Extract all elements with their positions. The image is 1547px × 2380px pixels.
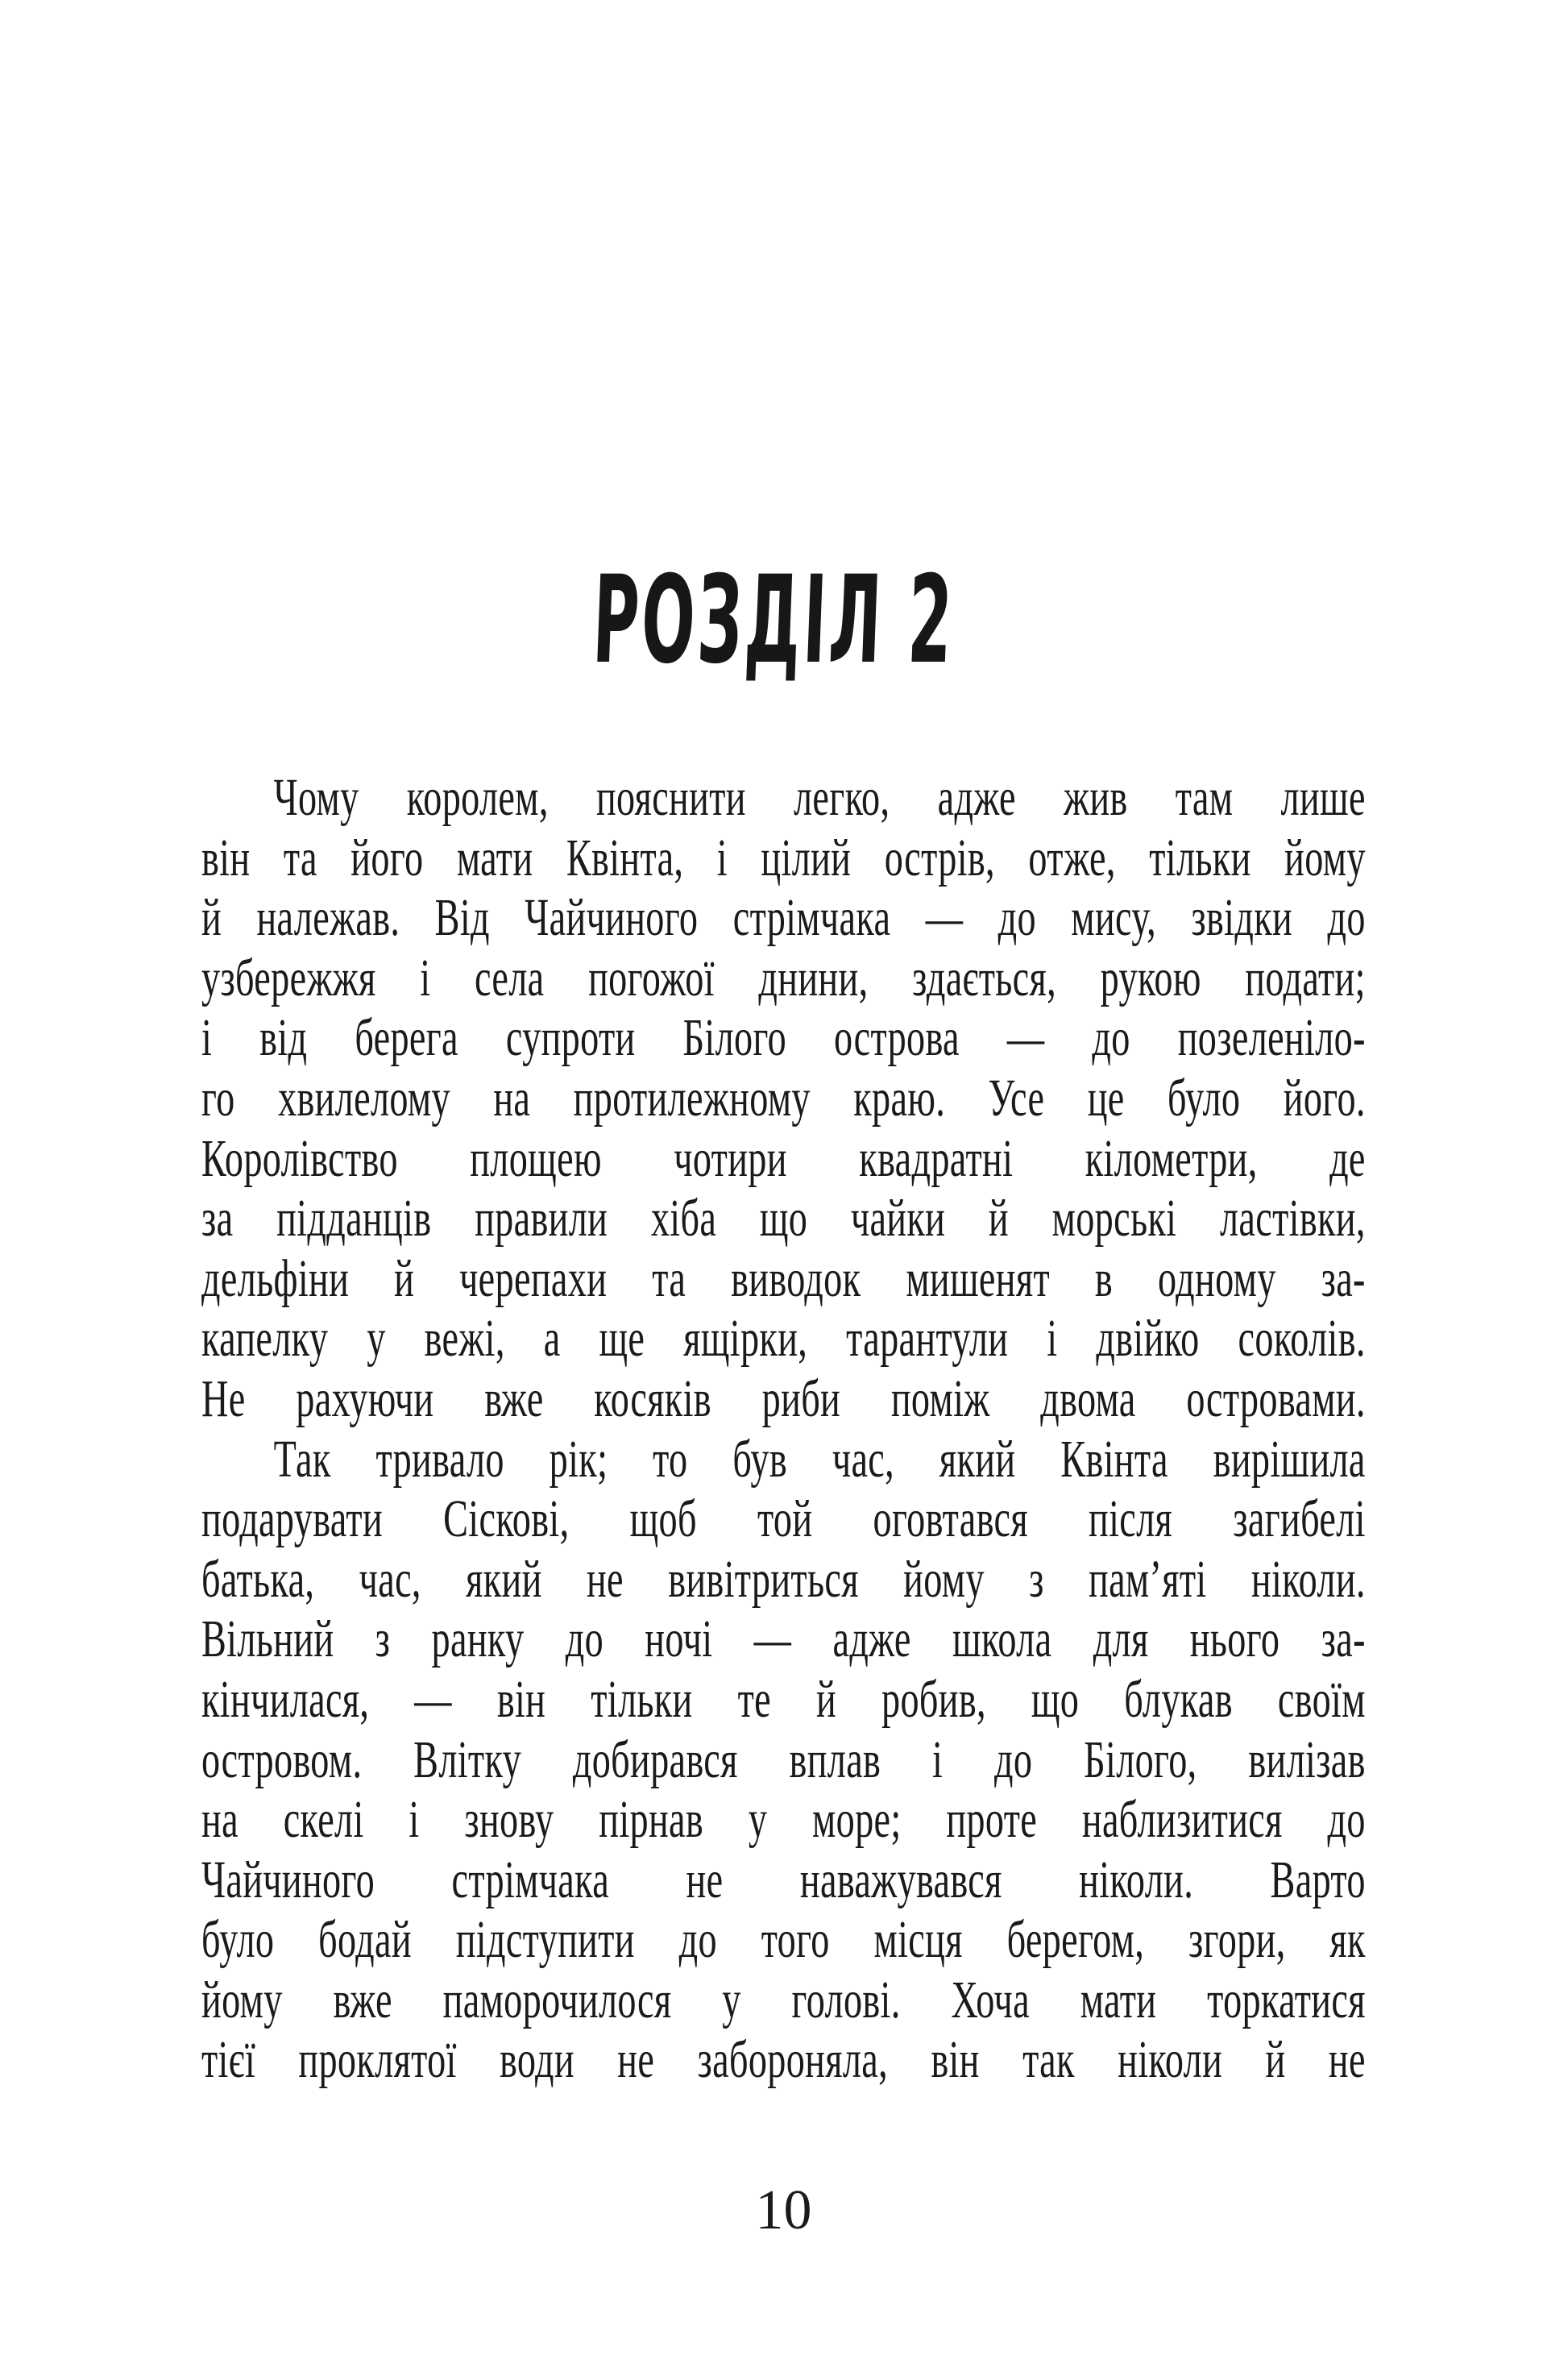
chapter-heading — [0, 550, 1547, 691]
text-line: було бодай підступити до того місця берегом, згори, як — [201, 1910, 1366, 1970]
text-line: Вільний з ранку до ночі — адже школа для нього за- — [201, 1610, 1366, 1669]
text-line: Чайчиного стрімчака не наважувався ніколи. Варто — [201, 1850, 1366, 1909]
text-line: Чому королем, пояснити легко, адже жив там лише — [273, 768, 1366, 827]
text-line: він та його мати Квінта, і цілий острів, отже, тільки йому — [201, 828, 1366, 887]
text-line: Королівство площею чотири квадратні кілометри, де — [201, 1128, 1366, 1188]
body-text — [201, 768, 1366, 2091]
text-line: островом. Влітку добирався вплав і до Білого, вилізав — [201, 1730, 1366, 1789]
text-line: тієї проклятої води не забороняла, він так ніколи й не — [201, 2030, 1366, 2090]
text-line: го хвилелому на протилежному краю. Усе це було його. — [201, 1068, 1366, 1128]
text-line: батька, час, який не вивітриться йому з пам’яті ніколи. — [201, 1549, 1366, 1609]
text-line: йому вже паморочилося у голові. Хоча мати торкатися — [201, 1970, 1366, 2029]
text-line: подарувати Сіскові, щоб той оговтався після загибелі — [201, 1489, 1366, 1549]
text-line: Не рахуючи вже косяків риби поміж двома островами. — [201, 1369, 1366, 1428]
text-line: за підданців правили хіба що чайки й морські ластівки, — [201, 1189, 1366, 1248]
chapter-heading-text: РОЗДІЛ 2 — [590, 550, 957, 691]
text-line: і від берега супроти Білого острова — до позеленіло- — [201, 1008, 1366, 1068]
text-line: капелку у вежі, а ще ящірки, тарантули і двійко соколів. — [201, 1309, 1366, 1369]
text-line: Так тривало рік; то був час, який Квінта вирішила — [273, 1429, 1366, 1489]
text-line: на скелі і знову пірнав у море; проте наблизитися до — [201, 1790, 1366, 1850]
page-number: 10 — [755, 2179, 812, 2241]
text-line: й належав. Від Чайчиного стрімчака — до мису, звідки до — [201, 888, 1366, 948]
text-line: узбережжя і села погожої днини, здається, рукою подати; — [201, 948, 1366, 1007]
text-line: кінчилася, — він тільки те й робив, що блукав своїм — [201, 1669, 1366, 1729]
text-line: дельфіни й черепахи та виводок мишенят в одному за- — [201, 1248, 1366, 1308]
